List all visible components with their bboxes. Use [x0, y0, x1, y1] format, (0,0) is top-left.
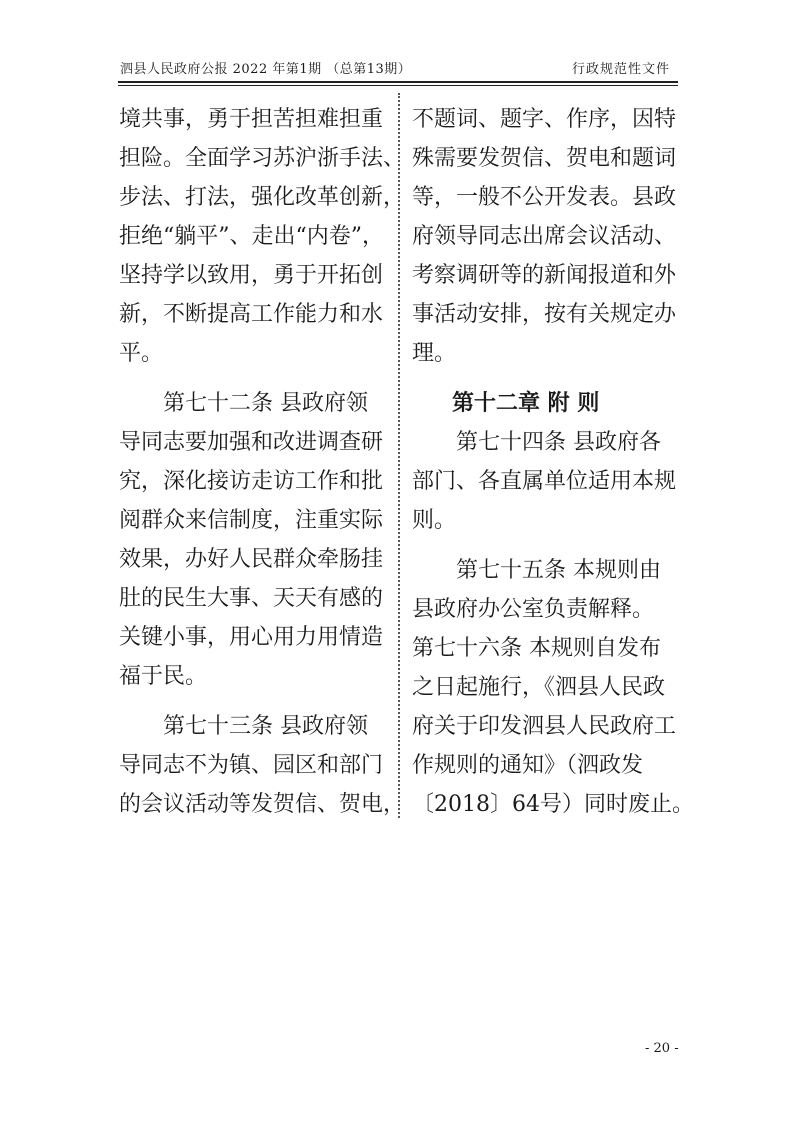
text-line: 拒绝“躺平”、走出“内卷”，: [119, 224, 384, 249]
text-line: 府领导同志出席会议活动、: [412, 224, 677, 249]
left-column: [119, 100, 406, 824]
text-line: 作规则的通知》（泗政发: [412, 753, 644, 778]
paragraph-gap: [412, 373, 680, 384]
text-line: 考察调研等的新闻报道和外: [412, 263, 677, 288]
text-line: 的会议活动等发贺信、贺电，: [119, 792, 406, 817]
text-line: 之日起施行，《泗县人民政: [412, 675, 666, 700]
header-rule-thin: [118, 85, 678, 86]
text-line: 肚的民生大事、天天有感的: [119, 586, 384, 611]
text-line: 等，一般不公开发表。县政: [412, 185, 677, 210]
right-column: [412, 100, 694, 824]
text-line: 第七十四条 县政府各: [456, 430, 661, 455]
paragraph-gap: [412, 540, 680, 551]
text-line: 第七十六条 本规则自发布: [412, 636, 661, 661]
text-line: 〔2018〕64号）同时废止。: [412, 792, 694, 817]
text-line: 新，不断提高工作能力和水: [119, 302, 384, 327]
text-line: 担险。全面学习苏沪浙手法、: [119, 146, 406, 171]
text-line: 效果，办好人民群众牵肠挂: [119, 547, 384, 572]
text-line: 第七十五条 本规则由: [456, 558, 661, 583]
text-line: 第七十三条 县政府领: [163, 714, 368, 739]
header-left: 泗县人民政府公报 2022 年第1期 （总第13期）: [120, 62, 412, 77]
text-line: 殊需要发贺信、贺电和题词: [412, 146, 677, 171]
text-line: 究，深化接访走访工作和批: [119, 469, 384, 494]
text-line: 福于民。: [119, 664, 208, 689]
text-line: 导同志不为镇、园区和部门: [119, 753, 384, 778]
text-line: 府关于印发泗县人民政府工: [412, 714, 677, 739]
text-line: 则。: [412, 508, 457, 533]
text-line: 境共事，勇于担苦担难担重: [119, 107, 384, 132]
paragraph-gap: [119, 696, 387, 707]
text-line: 理。: [412, 341, 457, 366]
text-line: 阅群众来信制度，注重实际: [119, 508, 384, 533]
text-line: 县政府办公室负责解释。: [412, 597, 655, 622]
header-right: 行政规范性文件: [572, 62, 671, 77]
text-line: 平。: [119, 341, 164, 366]
text-line: 第七十二条 县政府领: [163, 391, 368, 416]
text-line: 导同志要加强和改进调查研: [119, 430, 384, 455]
paragraph-gap: [119, 373, 387, 384]
text-line: 坚持学以致用，勇于开拓创: [119, 263, 384, 288]
chapter-heading: 第十二章 附 则: [452, 391, 600, 416]
text-line: 不题词、题字、作序，因特: [412, 107, 677, 132]
text-line: 关键小事，用心用力用情造: [119, 625, 384, 650]
header-rule: [118, 81, 678, 83]
text-line: 事活动安排，按有关规定办: [412, 302, 677, 327]
page-number: - 20 -: [645, 1041, 679, 1056]
text-line: 步法、打法，强化改革创新，: [119, 185, 406, 210]
text-line: 部门、各直属单位适用本规: [412, 469, 677, 494]
